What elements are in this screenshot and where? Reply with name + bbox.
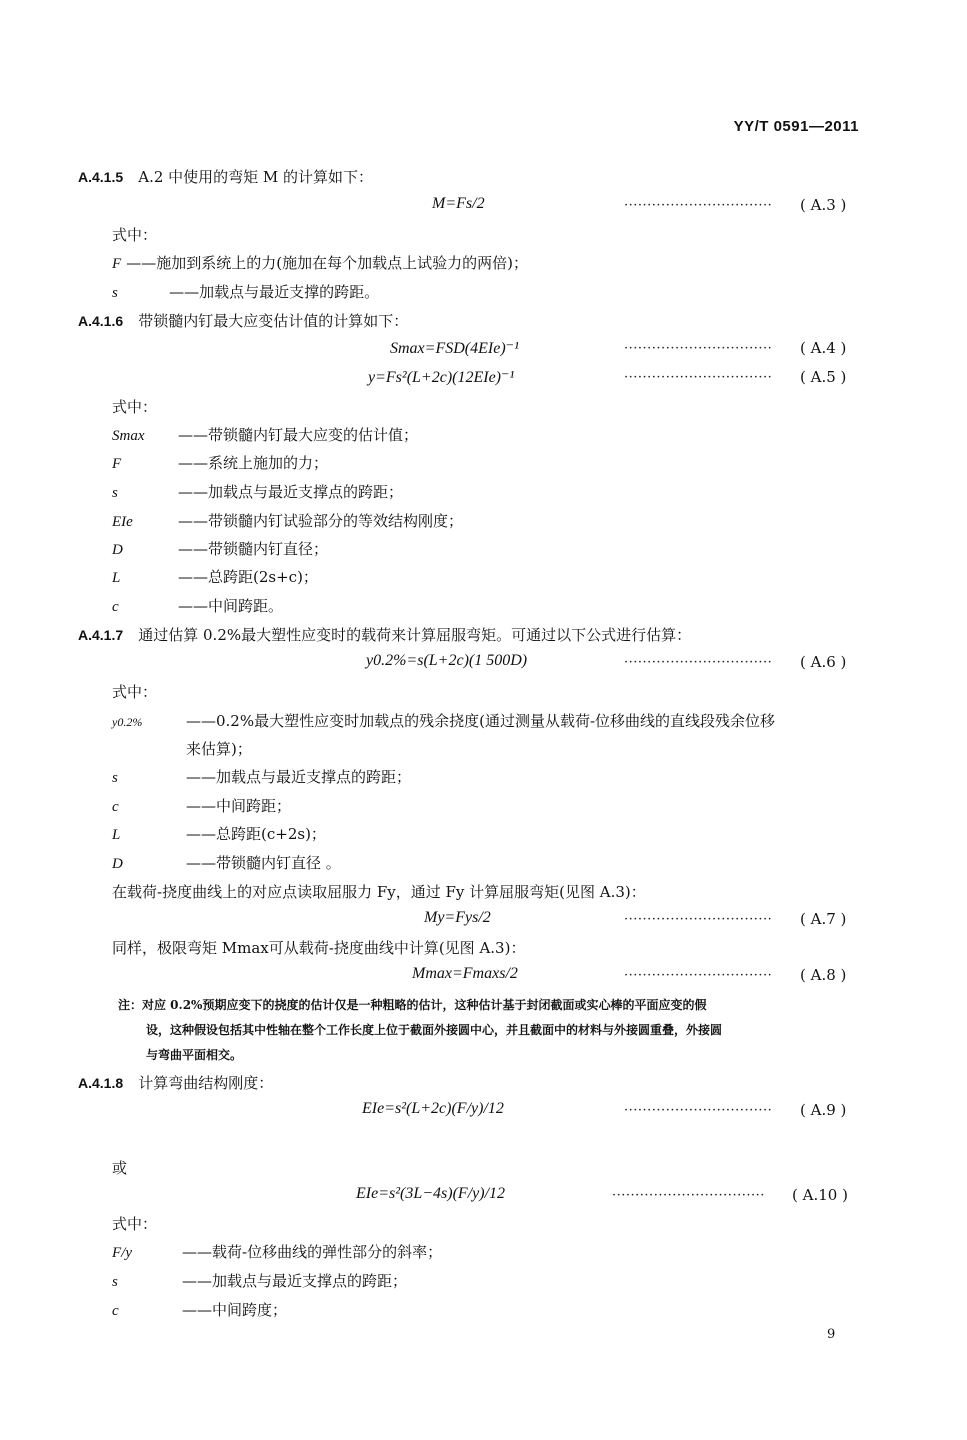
note-line: 与弯曲平面相交。 <box>146 1048 243 1062</box>
symbol: F/y <box>112 1245 132 1261</box>
formula-a5: y=Fs²(L+2c)(12EIe)⁻¹ <box>368 369 515 386</box>
definition-text: ——总跨距(2s+c)； <box>178 568 318 586</box>
section-a418 <box>78 1072 273 1093</box>
formula-a9: EIe=s²(L+2c)(F/y)/12 <box>362 1100 504 1117</box>
definition-row <box>112 510 463 531</box>
definition-continuation: 来估算)； <box>186 740 252 758</box>
page-number: 9 <box>827 1327 836 1342</box>
leader-dots: ································ <box>624 1103 773 1118</box>
equation-ref-a7: ( A.7 ) <box>800 910 847 928</box>
definition-text: ——中间跨度； <box>182 1301 288 1319</box>
definition-text: ——中间跨距。 <box>178 597 284 615</box>
definition-text: ——施加到系统上的力(施加在每个加载点上试验力的两倍)； <box>126 254 528 272</box>
definition-text: ——加载点与最近支撑点的跨距； <box>186 768 412 786</box>
where-label: 式中： <box>112 1215 158 1233</box>
equation-ref-a3: ( A.3 ) <box>800 196 847 214</box>
symbol: c <box>112 799 119 815</box>
definition-row <box>112 1241 442 1262</box>
symbol: F <box>112 256 122 272</box>
section-a417 <box>78 624 691 645</box>
formula-a7: My=Fys/2 <box>424 909 491 926</box>
formula-a4: Smax=FSD(4EIe)⁻¹ <box>390 340 519 357</box>
definition-text: ——带锁髓内钉直径； <box>178 540 329 558</box>
definition-text: ——系统上施加的力； <box>178 454 329 472</box>
section-number: A.4.1.5 <box>78 169 124 185</box>
leader-dots: ································ <box>624 198 773 213</box>
symbol: D <box>112 856 123 872</box>
definition-row <box>112 452 328 473</box>
definition-row <box>112 481 403 502</box>
note-line: 注：对应 0.2%预期应变下的挠度的估计仅是一种粗略的估计，这种估计基于封闭截面或实心棒的平面应变的假 <box>118 998 707 1012</box>
definition-text: ——带锁髓内钉最大应变的估计值； <box>178 426 419 444</box>
symbol: F <box>112 456 122 472</box>
note-line: 设，这种假设包括其中性轴在整个工作长度上位于截面外接圆中心，并且截面中的材料与外接圆重叠，外接圆 <box>146 1023 723 1037</box>
equation-ref-a10: ( A.10 ) <box>792 1186 848 1204</box>
definition-row <box>112 1299 287 1320</box>
definition-row <box>112 852 341 873</box>
symbol: Smax <box>112 428 145 444</box>
where-label: 式中： <box>112 683 158 701</box>
leader-dots: ································ <box>624 341 773 356</box>
definition-row <box>112 595 283 616</box>
formula-a3: M=Fs/2 <box>432 195 485 212</box>
formula-a8: Mmax=Fmaxs/2 <box>412 965 518 982</box>
definition-text: ——加载点与最近支撑点的跨距； <box>178 483 404 501</box>
symbol: s <box>112 485 118 501</box>
section-a416 <box>78 310 408 331</box>
section-text: 计算弯曲结构刚度： <box>138 1074 274 1092</box>
symbol: s <box>112 770 118 786</box>
standard-number-header: YY/T 0591—2011 <box>733 118 859 135</box>
formula-a10: EIe=s²(3L−4s)(F/y)/12 <box>356 1185 506 1202</box>
yield-paragraph: 在载荷-挠度曲线上的对应点读取屈服力 Fy，通过 Fy 计算屈服弯矩(见图 A.3)： <box>112 883 646 901</box>
symbol: L <box>112 570 121 586</box>
section-text: 带锁髓内钉最大应变估计值的计算如下： <box>138 312 409 330</box>
leader-dots: ································ <box>624 968 773 983</box>
where-label: 式中： <box>112 226 158 244</box>
definition-row <box>112 795 291 816</box>
definition-row <box>112 566 318 587</box>
formula-a6: y0.2%=s(L+2c)(1 500D) <box>366 652 528 669</box>
definition-text: ——总跨距(c+2s)； <box>186 825 326 843</box>
section-number: A.4.1.7 <box>78 627 124 643</box>
section-number: A.4.1.6 <box>78 313 124 329</box>
equation-ref-a6: ( A.6 ) <box>800 653 847 671</box>
symbol: L <box>112 827 121 843</box>
section-a415 <box>78 166 373 187</box>
symbol: s <box>112 285 118 301</box>
symbol: s <box>112 1274 118 1290</box>
leader-dots: ································ <box>624 370 773 385</box>
symbol: y0.2% <box>112 715 143 729</box>
definition-text: ——加载点与最近支撑的跨距。 <box>169 283 380 301</box>
definition-row <box>112 424 418 445</box>
section-text: A.2 中使用的弯矩 M 的计算如下： <box>138 168 374 186</box>
equation-ref-a4: ( A.4 ) <box>800 339 847 357</box>
leader-dots: ································ <box>624 912 773 927</box>
definition-row <box>112 1270 407 1291</box>
symbol: c <box>112 599 119 615</box>
definition-row <box>112 823 326 844</box>
symbol: c <box>112 1303 119 1319</box>
where-label: 式中： <box>112 398 158 416</box>
definition-row <box>112 710 775 731</box>
definition-row <box>112 538 328 559</box>
equation-ref-a5: ( A.5 ) <box>800 368 847 386</box>
ultimate-paragraph: 同样，极限弯矩 Mmax可从载荷-挠度曲线中计算(见图 A.3)： <box>112 939 526 957</box>
section-number: A.4.1.8 <box>78 1075 124 1091</box>
equation-ref-a9: ( A.9 ) <box>800 1101 847 1119</box>
definition-text: ——加载点与最近支撑点的跨距； <box>182 1272 408 1290</box>
leader-dots: ································· <box>612 1188 765 1203</box>
leader-dots: ································ <box>624 655 773 670</box>
definition-row <box>112 281 379 302</box>
definition-row <box>112 766 411 787</box>
definition-text: ——0.2%最大塑性应变时加载点的残余挠度(通过测量从载荷-位移曲线的直线段残余位移 <box>186 712 776 730</box>
section-text: 通过估算 0.2%最大塑性应变时的载荷来计算屈服弯矩。可通过以下公式进行估算： <box>138 626 692 644</box>
equation-ref-a8: ( A.8 ) <box>800 966 847 984</box>
definition-row <box>112 252 528 273</box>
definition-text: ——载荷-位移曲线的弹性部分的斜率； <box>182 1243 443 1261</box>
definition-text: ——中间跨距； <box>186 797 292 815</box>
or-label: 或 <box>112 1159 128 1177</box>
definition-text: ——带锁髓内钉试验部分的等效结构刚度； <box>178 512 464 530</box>
symbol: D <box>112 542 123 558</box>
symbol: EIe <box>112 514 133 530</box>
definition-text: ——带锁髓内钉直径 。 <box>186 854 341 872</box>
